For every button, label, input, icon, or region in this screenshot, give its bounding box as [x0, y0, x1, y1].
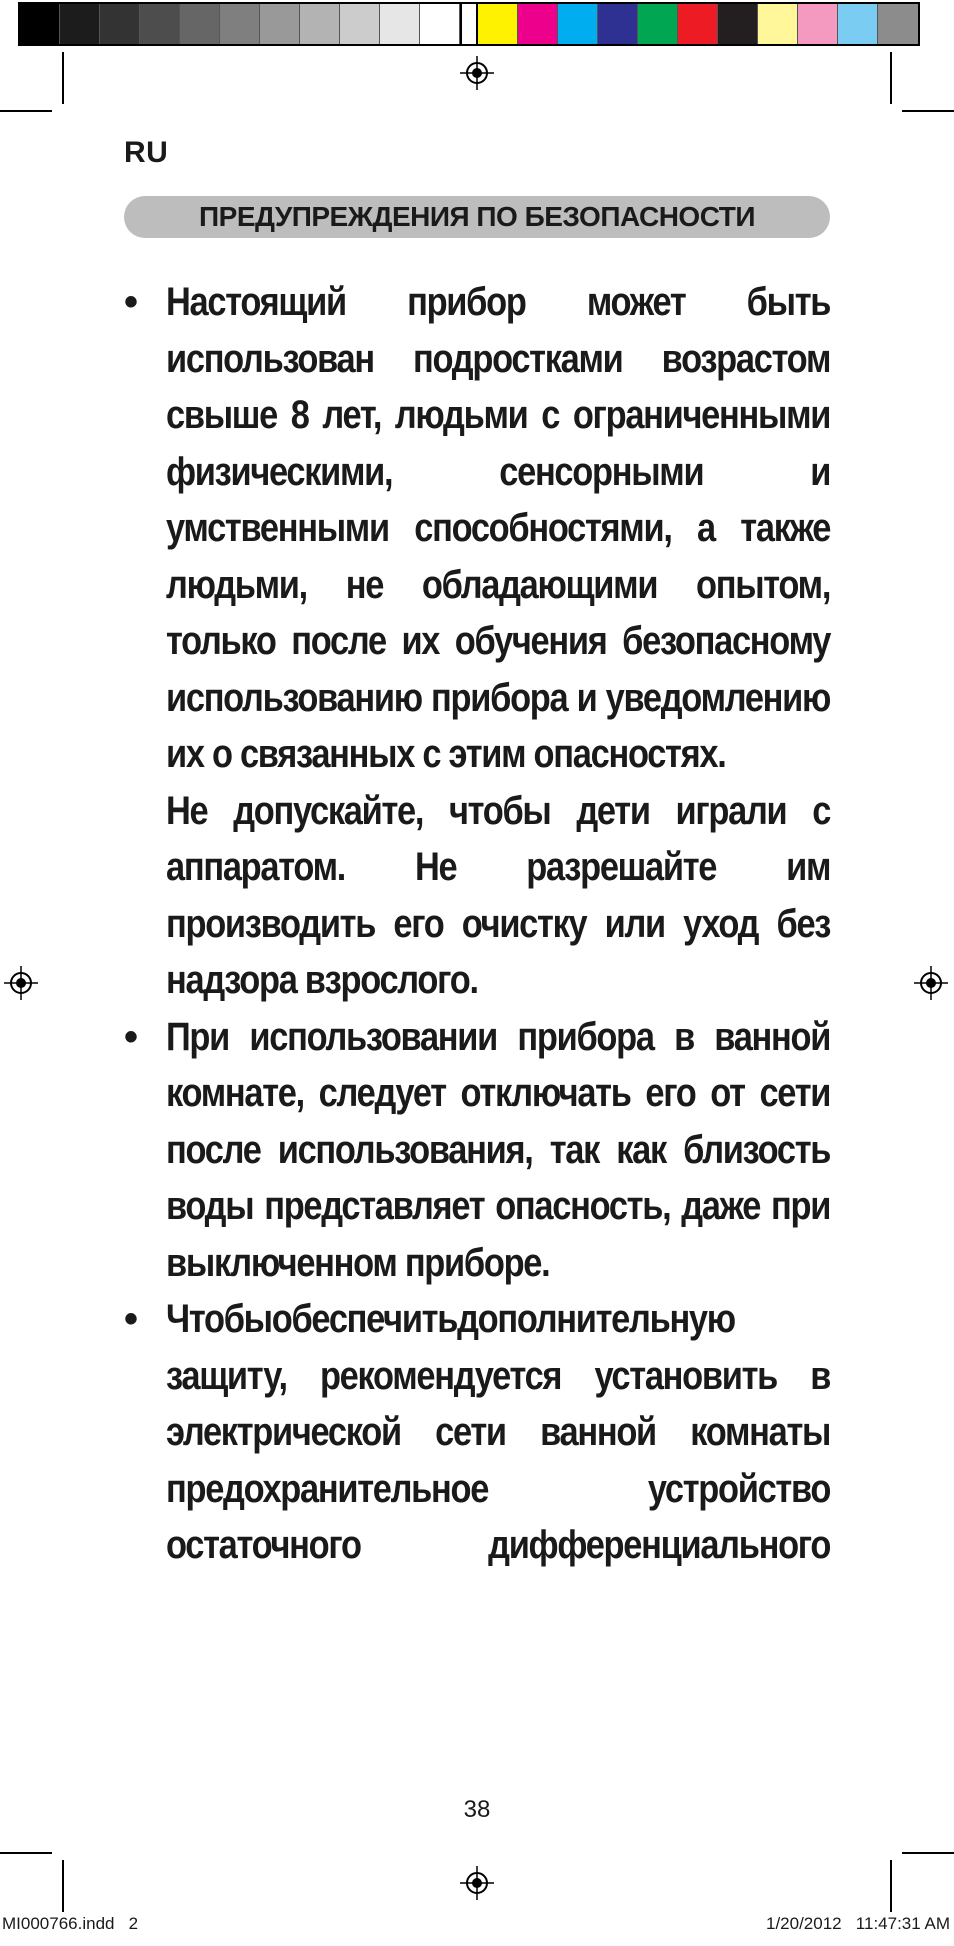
printer-color-bar [18, 2, 920, 46]
crop-mark-bottom-left-v [62, 1860, 64, 1912]
safety-warnings-list [124, 274, 830, 1574]
gray-swatch [180, 4, 220, 44]
color-swatch [678, 4, 718, 44]
date-slug: 1/20/2012 11:47:31 AM [766, 1914, 950, 1933]
registration-mark-bottom-icon [460, 1866, 494, 1900]
color-swatch [838, 4, 878, 44]
color-swatch [558, 4, 598, 44]
crop-mark-top-left-h [0, 110, 52, 112]
list-item [124, 1009, 830, 1292]
crop-mark-bottom-left-h [0, 1852, 52, 1854]
bullet-icon: • [124, 1014, 139, 1059]
list-item [124, 1291, 830, 1574]
gray-swatch [140, 4, 180, 44]
list-item [124, 274, 830, 1009]
warning-paragraph: Чтобыобеспечитьдополнительную защиту, рекомендуется установить в электрической сети ванной комнаты предохранительное устройство остаточного дифференциального [166, 1297, 831, 1567]
color-swatch [518, 4, 558, 44]
color-swatch [638, 4, 678, 44]
color-swatch [758, 4, 798, 44]
crop-mark-bottom-right-h [902, 1852, 954, 1854]
gray-swatch [220, 4, 260, 44]
section-title: ПРЕДУПРЕЖДЕНИЯ ПО БЕЗОПАСНОСТИ [124, 196, 830, 238]
gray-swatch [260, 4, 300, 44]
gray-swatch [380, 4, 420, 44]
page-number: 38 [463, 1796, 491, 1823]
crop-mark-top-left-v [62, 52, 64, 104]
crop-mark-top-right-v [890, 52, 892, 104]
color-swatch [718, 4, 758, 44]
warning-paragraph: Настоящий прибор может быть использован подростками возрастом свыше 8 лет, людьми с ограниченными физическими, сенсорными и умственными способностями, а также людьми, не обладающими опытом, только после их обучения безопасному использованию прибора и уведомлению их о связанных с этим опасностях. [166, 280, 831, 776]
bullet-icon: • [124, 280, 139, 324]
registration-mark-right-icon [914, 966, 948, 1000]
bullet-icon: • [124, 1297, 139, 1341]
gray-swatch [60, 4, 100, 44]
registration-mark-left-icon [4, 966, 38, 1000]
crop-mark-bottom-right-v [890, 1860, 892, 1912]
crop-mark-top-right-h [902, 110, 954, 112]
gray-swatch [300, 4, 340, 44]
gray-swatch [20, 4, 60, 44]
gray-swatch [420, 4, 460, 44]
color-swatch [798, 4, 838, 44]
file-slug: MI000766.indd 2 [2, 1914, 139, 1933]
warning-paragraph: При использовании прибора в ванной комнате, следует отключать его от сети после использования, так как близость воды представляет опасность, даже при выключенном приборе. [166, 1014, 831, 1285]
color-swatch [598, 4, 638, 44]
registration-mark-top-icon [460, 56, 494, 90]
color-swatch [478, 4, 518, 44]
color-bar-gap [460, 4, 478, 44]
language-code: RU [124, 136, 169, 169]
gray-swatch [100, 4, 140, 44]
gray-swatch [340, 4, 380, 44]
warning-paragraph: Не допускайте, чтобы дети играли с аппаратом. Не разрешайте им производить его очистку или уход без надзора взрослого. [166, 788, 831, 1002]
color-swatch [878, 4, 918, 44]
